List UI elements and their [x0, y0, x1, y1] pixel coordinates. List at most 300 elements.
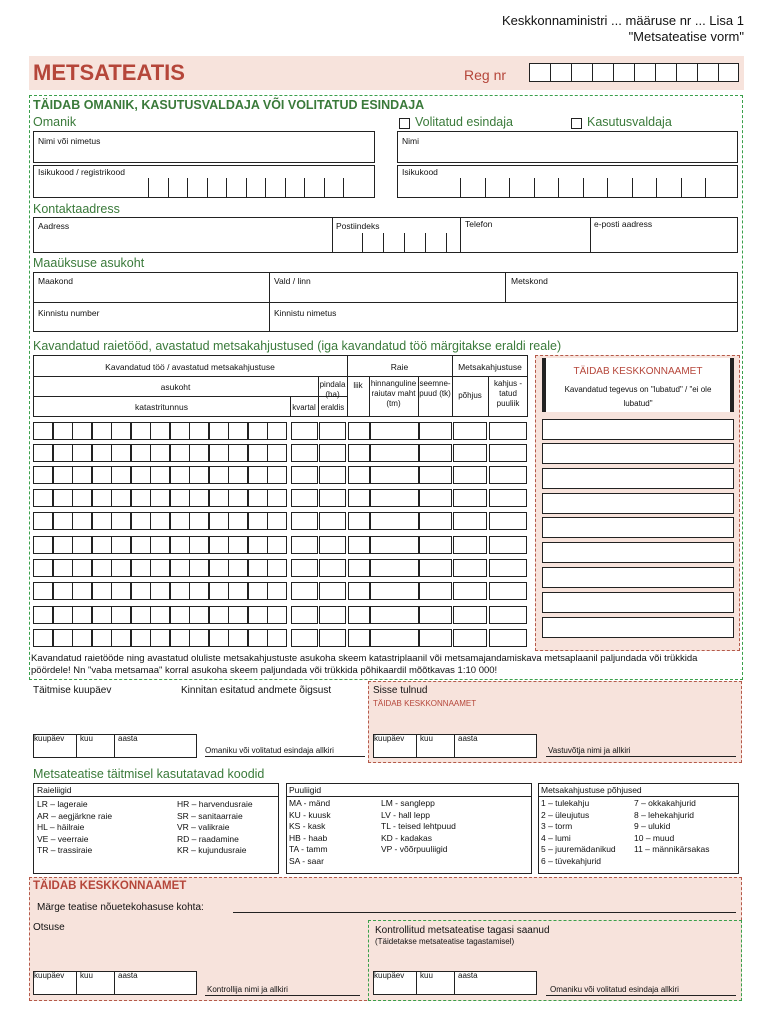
katastri-cell[interactable] [170, 512, 190, 530]
code-digit-divider [583, 178, 584, 198]
work-cell[interactable] [419, 466, 452, 484]
katastri-cell[interactable] [170, 444, 190, 462]
puu-code: TL - teised lehtpuud [381, 821, 456, 832]
work-cell[interactable] [489, 466, 527, 484]
work-cell[interactable] [453, 559, 487, 577]
works-title: Kavandatud raietööd, avastatud metsakahjustused (iga kavandatud töö märgitakse eraldi reale) [33, 339, 562, 353]
work-cell[interactable] [489, 559, 527, 577]
katastri-cell[interactable] [33, 444, 53, 462]
work-cell[interactable] [453, 444, 487, 462]
katastri-cell[interactable] [189, 512, 209, 530]
katastri-cell[interactable] [248, 489, 268, 507]
work-cell[interactable] [489, 489, 527, 507]
puu-code: VP - võõrpuuliigid [381, 844, 448, 855]
work-cell[interactable] [291, 422, 318, 440]
puu-code: TA - tamm [289, 844, 328, 855]
work-cell[interactable] [453, 606, 487, 624]
katastri-cell[interactable] [170, 559, 190, 577]
work-cell[interactable] [453, 629, 487, 647]
work-cell[interactable] [291, 444, 318, 462]
received-date-year: aasta [458, 734, 478, 743]
agency-decision-cell[interactable] [542, 567, 734, 588]
katastri-cell[interactable] [111, 582, 131, 600]
work-cell[interactable] [348, 466, 370, 484]
return-date-day: kuupäev [374, 971, 405, 980]
katastri-cell[interactable] [267, 512, 287, 530]
pohjus-code: 2 – üleujutus [541, 809, 590, 820]
owner-name-label: Nimi või nimetus [38, 136, 101, 146]
katastri-cell[interactable] [92, 606, 112, 624]
work-cell[interactable] [370, 536, 419, 554]
katastri-cell[interactable] [111, 606, 131, 624]
work-cell[interactable] [291, 466, 318, 484]
work-cell[interactable] [348, 582, 370, 600]
katastri-cell[interactable] [33, 512, 53, 530]
rep-name-field[interactable] [397, 131, 738, 163]
katastri-cell[interactable] [33, 466, 53, 484]
katastri-cell[interactable] [170, 582, 190, 600]
work-cell[interactable] [370, 489, 419, 507]
code-digit-divider [246, 178, 247, 198]
katastri-cell[interactable] [228, 489, 248, 507]
katastri-cell[interactable] [189, 582, 209, 600]
postcode-digit-divider [446, 233, 447, 253]
katastri-cell[interactable] [209, 606, 229, 624]
code-digit-divider [509, 178, 510, 198]
katastri-cell[interactable] [131, 559, 151, 577]
work-cell[interactable] [348, 629, 370, 647]
work-cell[interactable] [453, 582, 487, 600]
katastri-cell[interactable] [72, 629, 92, 647]
work-cell[interactable] [291, 489, 318, 507]
katastri-cell[interactable] [267, 466, 287, 484]
katastri-cell[interactable] [33, 629, 53, 647]
katastri-cell[interactable] [131, 512, 151, 530]
work-cell[interactable] [291, 559, 318, 577]
raie-code: HL – häilraie [37, 822, 85, 833]
work-cell[interactable] [489, 606, 527, 624]
puu-code: KS - kask [289, 821, 326, 832]
katastri-cell[interactable] [92, 629, 112, 647]
col-pohjus: põhjus [458, 391, 482, 400]
katastri-cell[interactable] [248, 466, 268, 484]
puu-code: HB - haab [289, 832, 328, 843]
work-cell[interactable] [419, 582, 452, 600]
katastri-cell[interactable] [53, 489, 73, 507]
katastri-cell[interactable] [267, 629, 287, 647]
katastri-cell[interactable] [72, 422, 92, 440]
katastri-cell[interactable] [170, 606, 190, 624]
pohjus-code: 4 – lumi [541, 832, 571, 843]
katastri-cell[interactable] [131, 444, 151, 462]
katastri-cell[interactable] [228, 629, 248, 647]
telefon-label: Telefon [465, 219, 493, 229]
katastri-cell[interactable] [72, 512, 92, 530]
col-pindala: pindala (ha) [319, 380, 346, 399]
work-cell[interactable] [348, 606, 370, 624]
agency-column-title: TÄIDAB KESKKONNAAMET [573, 366, 703, 377]
rep-code-field[interactable] [397, 165, 738, 198]
work-cell[interactable] [419, 629, 452, 647]
katastri-cell[interactable] [170, 422, 190, 440]
work-cell[interactable] [319, 512, 346, 530]
col-hinnanguline: hinnanguline raiutav maht (tm) [370, 379, 417, 408]
work-cell[interactable] [348, 489, 370, 507]
katastri-cell[interactable] [248, 606, 268, 624]
katastri-cell[interactable] [228, 582, 248, 600]
katastri-cell[interactable] [170, 489, 190, 507]
agency-decision-cell[interactable] [542, 493, 734, 514]
work-cell[interactable] [370, 582, 419, 600]
katastri-cell[interactable] [131, 629, 151, 647]
postcode-digit-divider [425, 233, 426, 253]
work-cell[interactable] [348, 512, 370, 530]
work-cell[interactable] [348, 536, 370, 554]
return-date-year: aasta [458, 971, 478, 980]
rep-code-label: Isikukood [402, 167, 438, 177]
katastri-cell[interactable] [111, 512, 131, 530]
katastri-cell[interactable] [248, 559, 268, 577]
work-cell[interactable] [489, 582, 527, 600]
katastri-cell[interactable] [248, 422, 268, 440]
work-cell[interactable] [489, 422, 527, 440]
katastri-cell[interactable] [111, 559, 131, 577]
header-line1: Keskkonnaministri ... määruse nr ... Lisa 1 [501, 13, 744, 28]
col-mets: Metsakahjustuse [458, 362, 522, 372]
katastri-cell[interactable] [248, 629, 268, 647]
kinnistu-nr-label: Kinnistu number [38, 308, 100, 318]
katastri-cell[interactable] [150, 629, 170, 647]
katastri-cell[interactable] [267, 444, 287, 462]
received-agency-label: TÄIDAB KESKKONNAAMET [373, 699, 477, 708]
work-cell[interactable] [453, 489, 487, 507]
work-cell[interactable] [319, 444, 346, 462]
katastri-cell[interactable] [228, 422, 248, 440]
katastri-cell[interactable] [131, 582, 151, 600]
owner-code-label: Isikukood / registrikood [38, 167, 125, 177]
col-raie: Raie [390, 362, 409, 372]
katastri-cell[interactable] [209, 466, 229, 484]
kontroll-label: Kontrollitud metsateatise tagasi saanud [375, 925, 550, 936]
katastri-cell[interactable] [53, 512, 73, 530]
katastri-cell[interactable] [33, 559, 53, 577]
agency-decision-cell[interactable] [542, 517, 734, 538]
agency-decision-cell[interactable] [542, 443, 734, 464]
code-digit-divider [632, 178, 633, 198]
page-title: METSATEATIS [33, 60, 185, 85]
code-digit-divider [324, 178, 325, 198]
work-cell[interactable] [419, 536, 452, 554]
raie-code: KR – kujundusraie [177, 845, 247, 856]
katastri-cell[interactable] [92, 489, 112, 507]
katastri-cell[interactable] [209, 512, 229, 530]
katastri-cell[interactable] [189, 422, 209, 440]
otsuse-label: Otsuse [33, 922, 65, 933]
work-cell[interactable] [489, 629, 527, 647]
katastri-cell[interactable] [170, 536, 190, 554]
katastri-cell[interactable] [33, 582, 53, 600]
work-cell[interactable] [319, 466, 346, 484]
katastri-cell[interactable] [92, 582, 112, 600]
katastri-cell[interactable] [267, 489, 287, 507]
col-liik: liik [353, 381, 363, 390]
code-digit-divider [607, 178, 608, 198]
katastri-cell[interactable] [228, 444, 248, 462]
katastri-cell[interactable] [53, 629, 73, 647]
puu-code: LV - hall lepp [381, 809, 430, 820]
reg-digit-divider [613, 63, 614, 82]
pohjus-code: 1 – tulekahju [541, 798, 590, 808]
col-work: Kavandatud töö / avastatud metsakahjustuse [105, 362, 275, 372]
katastri-cell[interactable] [150, 536, 170, 554]
work-cell[interactable] [453, 422, 487, 440]
katastri-cell[interactable] [33, 422, 53, 440]
col-kvartal: kvartal [292, 403, 316, 412]
postcode-digit-divider [404, 233, 405, 253]
work-cell[interactable] [370, 629, 419, 647]
katastri-cell[interactable] [53, 559, 73, 577]
katastri-cell[interactable] [267, 606, 287, 624]
work-cell[interactable] [453, 466, 487, 484]
work-cell[interactable] [489, 536, 527, 554]
code-digit-divider [656, 178, 657, 198]
work-cell[interactable] [319, 559, 346, 577]
katastri-cell[interactable] [248, 444, 268, 462]
work-cell[interactable] [291, 606, 318, 624]
kasutusvaldaja-checkbox[interactable] [571, 118, 582, 129]
katastri-cell[interactable] [111, 489, 131, 507]
work-cell[interactable] [348, 422, 370, 440]
katastri-cell[interactable] [92, 559, 112, 577]
raie-code: AR – aegjärkne raie [37, 810, 113, 821]
katastri-cell[interactable] [267, 536, 287, 554]
puu-code: LM - sanglepp [381, 798, 435, 808]
work-cell[interactable] [419, 512, 452, 530]
agency-decision-cell[interactable] [542, 542, 734, 563]
pohjus-code: 6 – tüvekahjurid [541, 855, 602, 866]
reg-digit-divider [550, 63, 551, 82]
code-digit-divider [681, 178, 682, 198]
katastri-cell[interactable] [53, 466, 73, 484]
work-cell[interactable] [291, 582, 318, 600]
volitatud-label: Volitatud esindaja [415, 115, 513, 129]
work-cell[interactable] [319, 582, 346, 600]
sisse-label: Sisse tulnud [373, 685, 428, 696]
code-digit-divider [485, 178, 486, 198]
work-cell[interactable] [319, 629, 346, 647]
work-cell[interactable] [419, 559, 452, 577]
code-digit-divider [285, 178, 286, 198]
katastri-cell[interactable] [209, 629, 229, 647]
katastri-cell[interactable] [131, 536, 151, 554]
pohjus-code: 11 – männikärsakas [634, 844, 710, 855]
katastri-cell[interactable] [92, 512, 112, 530]
work-cell[interactable] [419, 489, 452, 507]
katastri-cell[interactable] [131, 422, 151, 440]
katastri-cell[interactable] [150, 606, 170, 624]
katastri-cell[interactable] [228, 466, 248, 484]
katastri-cell[interactable] [150, 512, 170, 530]
katastri-cell[interactable] [53, 582, 73, 600]
work-cell[interactable] [419, 606, 452, 624]
owner-section-title: TÄIDAB OMANIK, KASUTUSVALDAJA VÕI VOLITATUD ESINDAJA [33, 98, 425, 112]
rep-name-label: Nimi [402, 136, 419, 146]
work-cell[interactable] [348, 444, 370, 462]
pohjus-codes-a [541, 798, 616, 868]
katastri-cell[interactable] [248, 536, 268, 554]
katastri-cell[interactable] [150, 444, 170, 462]
work-cell[interactable] [370, 606, 419, 624]
katastri-cell[interactable] [111, 536, 131, 554]
katastri-cell[interactable] [228, 536, 248, 554]
col-asukoht: asukoht [160, 382, 191, 392]
katastri-cell[interactable] [189, 536, 209, 554]
katastri-cell[interactable] [209, 444, 229, 462]
katastri-cell[interactable] [111, 466, 131, 484]
katastri-cell[interactable] [33, 606, 53, 624]
kinnitan-label: Kinnitan esitatud andmete õigsust [181, 685, 332, 696]
owner-signature-label: Omaniku või volitatud esindaja allkiri [205, 746, 334, 755]
katastri-cell[interactable] [92, 466, 112, 484]
katastri-cell[interactable] [209, 489, 229, 507]
katastri-cell[interactable] [72, 536, 92, 554]
puu-codes-a [289, 798, 331, 868]
work-cell[interactable] [370, 466, 419, 484]
katastri-cell[interactable] [150, 559, 170, 577]
puu-codes-b [381, 798, 456, 856]
katastri-cell[interactable] [131, 466, 151, 484]
katastri-cell[interactable] [189, 466, 209, 484]
katastri-cell[interactable] [111, 422, 131, 440]
code-digit-divider [148, 178, 149, 198]
katastri-cell[interactable] [72, 466, 92, 484]
header-line2: "Metsateatise vorm" [628, 29, 744, 44]
owner-date-year: aasta [118, 734, 138, 743]
katastri-cell[interactable] [92, 444, 112, 462]
katastri-cell[interactable] [92, 536, 112, 554]
katastri-cell[interactable] [150, 466, 170, 484]
katastri-cell[interactable] [189, 489, 209, 507]
katastri-cell[interactable] [267, 582, 287, 600]
pohjus-code: 5 – juuremädanikud [541, 844, 616, 855]
katastri-cell[interactable] [228, 512, 248, 530]
reg-digit-divider [697, 63, 698, 82]
code-digit-divider [226, 178, 227, 198]
agency-column-note: Kavandatud tegevus on "lubatud" / "ei ole lubatud" [564, 385, 712, 408]
katastri-cell[interactable] [150, 422, 170, 440]
katastri-cell[interactable] [189, 629, 209, 647]
puu-code: KD - kadakas [381, 832, 433, 843]
work-cell[interactable] [419, 444, 452, 462]
agency-decision-cell[interactable] [542, 468, 734, 489]
work-cell[interactable] [453, 512, 487, 530]
katastri-cell[interactable] [131, 489, 151, 507]
code-digit-divider [304, 178, 305, 198]
work-cell[interactable] [348, 559, 370, 577]
katastri-cell[interactable] [53, 422, 73, 440]
work-cell[interactable] [319, 489, 346, 507]
pohjused-title: Metsakahjustuse põhjused [541, 785, 642, 795]
agency-date-month: kuu [80, 971, 93, 980]
katastri-cell[interactable] [189, 606, 209, 624]
work-cell[interactable] [489, 512, 527, 530]
katastri-cell[interactable] [33, 489, 53, 507]
postcode-digit-divider [362, 233, 363, 253]
katastri-cell[interactable] [209, 422, 229, 440]
katastri-cell[interactable] [267, 422, 287, 440]
work-cell[interactable] [370, 559, 419, 577]
katastri-cell[interactable] [33, 536, 53, 554]
work-cell[interactable] [319, 536, 346, 554]
work-cell[interactable] [291, 512, 318, 530]
reg-digit-divider [592, 63, 593, 82]
katastri-cell[interactable] [228, 559, 248, 577]
agency-decision-cell[interactable] [542, 419, 734, 440]
raieliigid-title: Raieliigid [37, 785, 72, 795]
katastri-cell[interactable] [111, 629, 131, 647]
katastri-cell[interactable] [170, 629, 190, 647]
volitatud-checkbox[interactable] [399, 118, 410, 129]
katastri-cell[interactable] [248, 512, 268, 530]
agency-decision-cell[interactable] [542, 592, 734, 613]
katastri-cell[interactable] [267, 559, 287, 577]
work-cell[interactable] [370, 422, 419, 440]
work-cell[interactable] [370, 512, 419, 530]
agency-decision-cell[interactable] [542, 617, 734, 638]
katastri-cell[interactable] [209, 559, 229, 577]
work-cell[interactable] [453, 536, 487, 554]
katastri-cell[interactable] [72, 444, 92, 462]
work-cell[interactable] [291, 629, 318, 647]
code-digit-divider [460, 178, 461, 198]
postcode-digit-divider [383, 233, 384, 253]
katastri-cell[interactable] [189, 559, 209, 577]
marge-label: Märge teatise nõuetekohasuse kohta: [37, 902, 204, 913]
katastri-cell[interactable] [189, 444, 209, 462]
katastri-cell[interactable] [209, 536, 229, 554]
katastri-cell[interactable] [248, 582, 268, 600]
pohjus-code: 3 – torm [541, 821, 573, 832]
work-cell[interactable] [489, 444, 527, 462]
code-digit-divider [265, 178, 266, 198]
katastri-cell[interactable] [209, 582, 229, 600]
work-cell[interactable] [319, 606, 346, 624]
code-digit-divider [343, 178, 344, 198]
katastri-cell[interactable] [150, 489, 170, 507]
katastri-cell[interactable] [170, 466, 190, 484]
katastri-cell[interactable] [111, 444, 131, 462]
katastri-cell[interactable] [150, 582, 170, 600]
katastri-cell[interactable] [131, 606, 151, 624]
katastri-cell[interactable] [72, 489, 92, 507]
work-cell[interactable] [370, 444, 419, 462]
work-cell[interactable] [419, 422, 452, 440]
katastri-cell[interactable] [92, 422, 112, 440]
code-digit-divider [207, 178, 208, 198]
katastri-cell[interactable] [53, 444, 73, 462]
katastri-cell[interactable] [53, 606, 73, 624]
raie-code: TR – trassiraie [37, 845, 93, 856]
katastri-cell[interactable] [228, 606, 248, 624]
katastri-cell[interactable] [53, 536, 73, 554]
work-cell[interactable] [319, 422, 346, 440]
katastri-cell[interactable] [72, 582, 92, 600]
puuliigid-title: Puuliigid [289, 785, 322, 795]
location-title: Maaüksuse asukoht [33, 256, 145, 270]
katastri-cell[interactable] [72, 559, 92, 577]
katastri-cell[interactable] [72, 606, 92, 624]
work-cell[interactable] [291, 536, 318, 554]
